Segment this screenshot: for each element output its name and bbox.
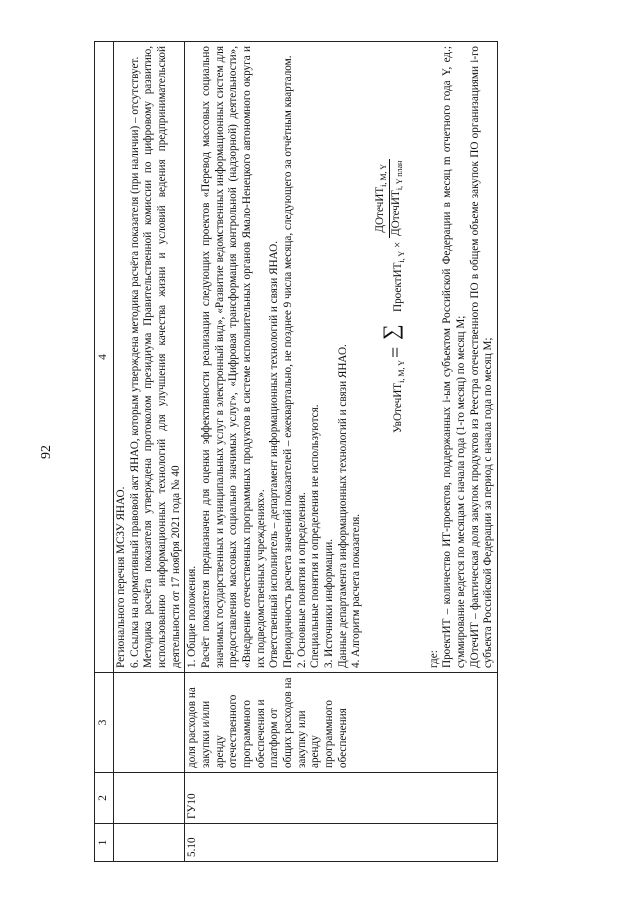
text-line: Данные департамента информационных технологий и связи ЯНАО. xyxy=(336,344,349,668)
formula xyxy=(366,46,426,668)
text-line: 1. Общие положения. xyxy=(186,565,199,668)
rotated-page-content xyxy=(94,42,544,862)
text-line: Специальные понятия и определения не используются. xyxy=(309,404,322,668)
indicator-code: ГУ10 xyxy=(185,773,498,824)
formula-equals: = xyxy=(384,346,407,358)
text-line: 3. Источники информации. xyxy=(322,538,335,668)
text-line: Регионального перечня МСЗУ ЯНАО. xyxy=(115,486,127,668)
text-line: 4. Алгоритм расчета показателя. xyxy=(350,513,363,668)
formula-fraction xyxy=(374,159,405,238)
table-cell-empty xyxy=(114,824,185,862)
formula-numerator: ДОтечИТ$_{i, M, Y}$ xyxy=(374,159,390,238)
methodology-cell xyxy=(114,42,185,673)
text-line: 2. Основные понятия и определения. xyxy=(295,492,308,668)
formula-denominator: ДОтечИТ$_{i, Y план}$ xyxy=(389,160,405,236)
methodology-cell xyxy=(185,42,498,673)
row-number: 5.10 xyxy=(185,824,498,862)
table-row-continued xyxy=(114,42,185,862)
table-header-cell: 3 xyxy=(95,673,114,773)
table-header-cell: 1 xyxy=(95,824,114,862)
text-line: Ответственный исполнитель – департамент информационных технологий и связи ЯНАО. xyxy=(268,240,281,668)
table-header-cell: 2 xyxy=(95,773,114,824)
table-header-cell: 4 xyxy=(95,42,114,673)
table-cell-empty xyxy=(114,673,185,773)
formula-term: ПроектИТ$_{i, Y}$ × xyxy=(391,241,407,312)
text-line: Расчёт показателя предназначен для оценки эффективности реализации следующих проектов «Перевод массовых социально значимых государственных и муниципальных услуг в электронный вид», «Развитие ведомственных информационных систем для предоставления массовых социально значимых услуг», «Цифровая трансформация контрольной (надзорной) деятельности», «Внедрение отечественных программных продуктов в системе исполнительных органов Ямало-Ненецкого автономного округа и их подведомственных учреждениях». xyxy=(199,46,267,668)
indicator-table xyxy=(94,41,498,862)
text-line: ДОтечИТ – фактическая доля закупок продуктов из Реестра отечественного ПО в общем объеме закупок ПО организациями i-го субъекта Российской Федерации за период с начала года по месяц M; xyxy=(468,46,495,668)
text-line: ПроектИТ – количество ИТ-проектов, поддержанных i-ым субъектом Российской Федерации в месяц m отчетного года Y, ед.; суммирование ведется по месяцам с начала года (1-го месяц) по месяц M; xyxy=(441,46,468,668)
formula-lhs: УвОтечИТ$_{i, M, Y}$ xyxy=(391,360,407,433)
table-cell-empty xyxy=(114,773,185,824)
indicator-name: доля расходов на закупки и/или аренду отечественного программного обеспечения и платформ от общих расходов на закупку или аренду программного обеспечения xyxy=(185,673,498,773)
page-number: 92 xyxy=(39,445,54,459)
text-line: Периодичность расчета значений показателей – ежеквартально, не позднее 9 числа месяца, следующего за отчётным кварталом. xyxy=(281,55,294,668)
table-row-5-10 xyxy=(185,42,498,862)
table-header-row xyxy=(95,42,114,862)
text-line: где: xyxy=(427,650,440,668)
text-line: 6. Ссылка на нормативный правовой акт ЯНАО, которым утверждена методика расчёта показателя (при наличии) – отсутствует. xyxy=(128,56,141,668)
formula-sum-sign: ∑ xyxy=(377,324,403,340)
text-line: Методика расчёта показателя утверждена протоколом президиума Правительственной комиссии по цифровому развитию, использованию информационных технологий для улучшения качества жизни и условий ведения предпринимательской деятельности от 17 ноября 2021 года № 40 xyxy=(142,46,182,668)
